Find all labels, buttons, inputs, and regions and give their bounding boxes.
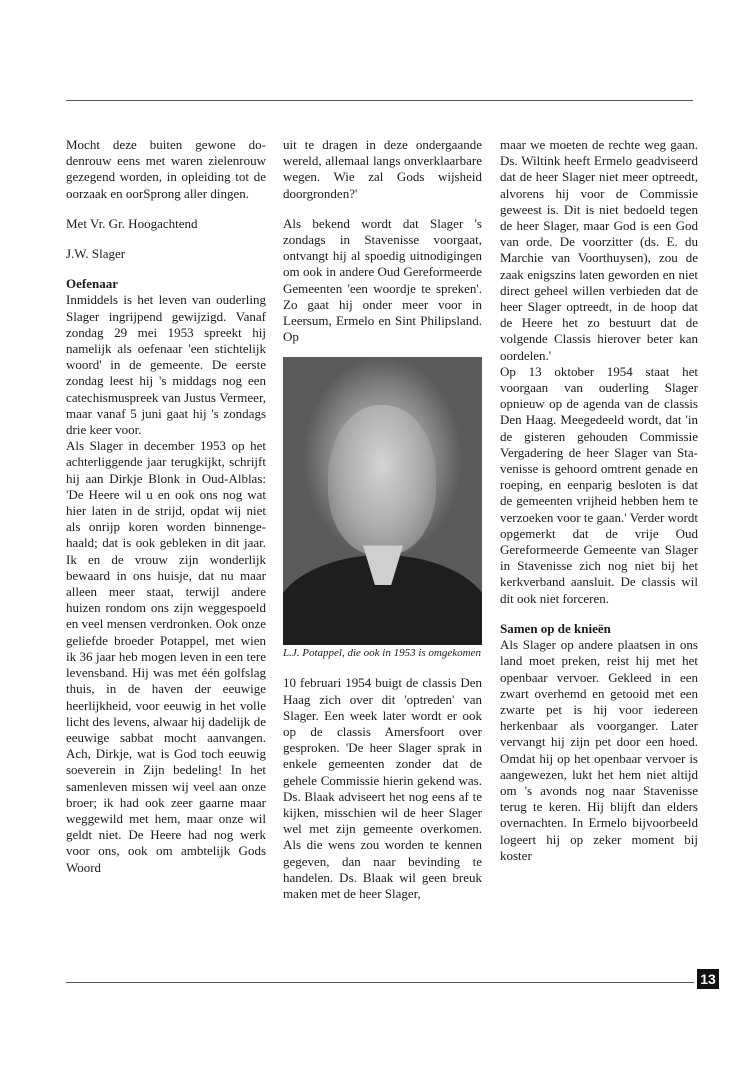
photo-caption: L.J. Potappel, die ook in 1953 is omgekomen: [283, 647, 481, 660]
paragraph: Mocht deze buiten gewone dodenrouw eens met waren zielenrouw gezegend worden, in opleiding tot de oorzaak en oorSprong aller dingen.: [66, 137, 266, 201]
portrait-face: [328, 405, 436, 555]
column-3: [500, 137, 698, 864]
paragraph: uit te dragen in deze ondergaande wereld, allemaal langs onverklaarbare wegen. Wie zal Gods wijsheid doorgronden?': [283, 137, 482, 201]
portrait-photo: [283, 357, 482, 645]
paragraph: Als bekend wordt dat Slager 's zondags in Stavenisse voorgaat, ontvangt hij al spoedig uitnodigingen om ook in andere Oud Gereformeerde Gemeenten 'een woordje te spreken'. Zo gaat hij onder meer voor in Leersum, Ermelo en Sint Philipsland. Op: [283, 215, 482, 345]
closing-greeting: Met Vr. Gr. Hoogachtend: [66, 215, 198, 231]
column-1: [66, 137, 266, 876]
paragraph: 10 februari 1954 buigt de classis Den Haag zich over dit 'optreden' van Slager. Een week later wordt er ook op de classis Amersfoort over gesproken. 'De heer Slager sprak in enkele gemeenten zonder dat de gehele Commissie hierin gekend was. Ds. Blaak adviseert het nog eens af te kijken, misschien wil de heer Slager wel met zijn gemeente overkomen. Als die wens zou worden te kennen gegeven, dan naar bevinding te handelen. Ds. Blaak wil geen breuk maken met de heer Slager,: [283, 675, 482, 902]
paragraph: Inmiddels is het leven van ouderling Slager ingrijpend gewijzigd. Vanaf zondag 29 mei 1953 spreekt hij namelijk als oefenaar 'een stichtelijk woord' in de gemeente. De eerste zondag leest hij 's middags nog een catechismuspreek van Justus Vermeer, maar vanaf 5 juni gaat hij 's zondags drie keer voor.: [66, 292, 266, 438]
top-rule: [66, 100, 693, 101]
page-number: 13: [697, 969, 719, 989]
section-heading-samen: Samen op de knieën: [500, 620, 611, 636]
paragraph: Als Slager in december 1953 op het achterliggende jaar terugkijkt, schrijft hij aan Dirkje Blonk in Oud-Alblas: 'De Heere wil u en ook ons nog wat hier laten in de strijd, opdat wij niet als onrijp koren worden binnengehaald; dat is ook gebleken in dit jaar. Ik en de vrouw zijn wonderlijk bewaard in ons huisje, dat nu maar alleen meer staat, terwijl andere huizen rondom ons zijn weggespoeld en veel mensen verdronken. Ook onze geliefde broeder Potappel, met wien ik 36 jaar heb mogen leven in een tere levensband. Hij was met één golfslag thuis, in de haven der eeuwige heerlijkheid, voor eeuwig in het volle licht des levens, alwaar hij dadelijk de eeuwige sabbat mocht aanvangen. Ach, Dirkje, wat is God toch eeuwig soeverein in Zijn bedeling! In het samenleven missen wij veel aan onze broer; ik had ook zeer gaarne maar weggewild met hem, maar onze wil geldt niet. De Heere had nog werk voor ons, ook om ambtelijk Gods Woord: [66, 438, 266, 875]
section-heading-oefenaar: Oefenaar: [66, 276, 118, 292]
paragraph: Als Slager op andere plaatsen in ons land moet preken, reist hij met het openbaar vervoer. Gekleed in een zwart overhemd en getooid met een zwarte pet is hij voor iedereen herkenbaar als voorganger. Later vervangt hij zijn pet door een hoed. Omdat hij op het openbaar vervoer is aangewezen, lukt het hem niet altijd om 's avonds nog naar Stavenisse terug te keren. Hij blijft dan elders overnachten. In Ermelo bijvoorbeeld logeert hij op zeker moment bij koster: [500, 637, 698, 863]
signature: J.W. Slager: [66, 246, 126, 262]
paragraph: Op 13 oktober 1954 staat het voorgaan van ouderling Slager opnieuw op de agenda van de classis Den Haag. Meegedeeld wordt, dat 'in de gisteren gehouden Commissie Vergadering de heer Slager van Stavenisse is gehoord omtrent genade en roeping, en eenparig besloten is dat de gemeenten vrijheid hebben hem te verzoeken voor te gaan.' Verder wordt opgemerkt dat de vrije Oud Gereformeerde Gemeente van Slager in Stavenisse zich nog niet bij het kerkverband aansluit. De classis wil dit ook niet forceren.: [500, 363, 698, 606]
column-2: [283, 137, 482, 902]
paragraph: maar we moeten de rechte weg gaan. Ds. Wiltink heeft Ermelo geadviseerd dat de heer Slager niet meer optreedt, alvorens hij voor de Commissie geweest is. Dit is niet bedoeld tegen de heer Slager, maar God is een God van orde. De voorzitter (ds. E. du Marchie van Voorthuysen), zou de zaak enigszins laten geworden en niet direct geheel willen verbieden dat de heer Slager optreedt, in de hoop dat de Heere het zo bestuurt dat de volgende Classis hierover beter kan oordelen.': [500, 137, 698, 363]
bottom-rule: [66, 982, 694, 983]
